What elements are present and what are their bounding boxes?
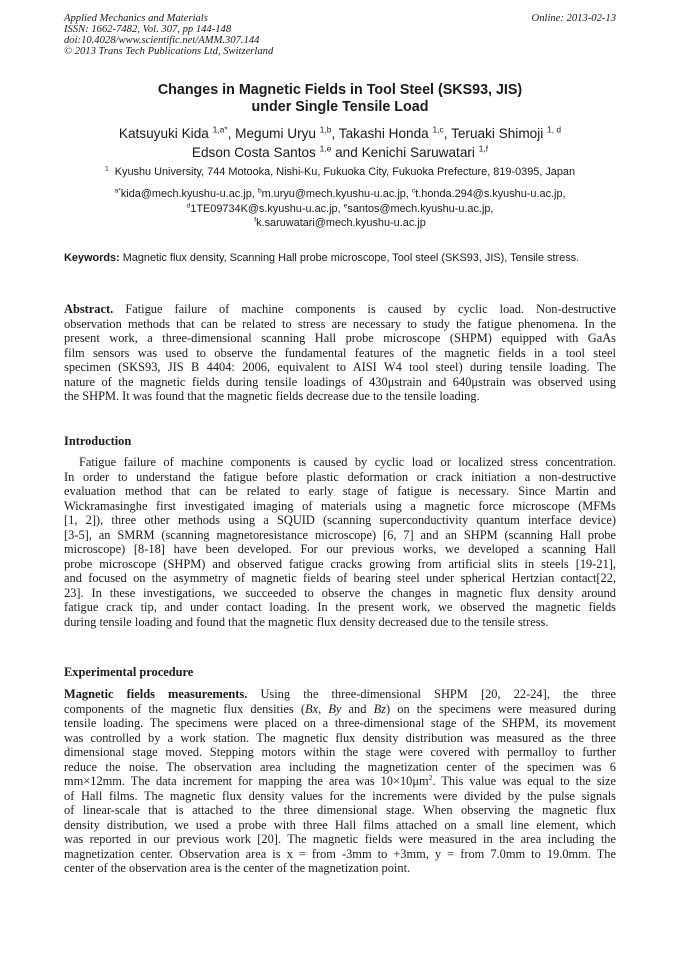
exp-line: of Hall films. The magnetic flux density values for the increments were divided by the pulse signals bbox=[64, 788, 616, 803]
author-affil-marker: 1,f bbox=[478, 143, 489, 154]
author-line-2 bbox=[64, 143, 616, 162]
author-name: Edson Costa Santos bbox=[191, 145, 316, 160]
exp-text: and bbox=[341, 701, 374, 716]
intro-line: fatigue crack tip, and under contact loading. In the present work, we observed the magnetic fields bbox=[64, 600, 616, 614]
journal-issn: ISSN: 1662-7482, Vol. 307, pp 144-148 bbox=[64, 24, 232, 35]
copyright: © 2013 Trans Tech Publications Ltd, Switzerland bbox=[64, 46, 274, 57]
email-line-3 bbox=[64, 216, 616, 231]
exp-line: magnetization center. Observation area is x = from -3mm to +3mm, y = from 7.0mm to 19.0mm. The bbox=[64, 846, 616, 861]
superscript: 2 bbox=[428, 772, 433, 782]
exp-line: tensile loading. The specimens were placed on a three-dimensional stage of the SHPM, its movement bbox=[64, 716, 616, 730]
author-list bbox=[64, 124, 616, 162]
exp-line: dimensional stage moved. Stepping motors within the stage were covered with permalloy to further bbox=[64, 745, 616, 759]
exp-line: of linear-scale that is attached to the three dimensional stage. When observing the magnetic flux bbox=[64, 803, 616, 817]
abstract-text: Fatigue failure of machine components is caused by cyclic load. Non-destructive bbox=[125, 302, 616, 316]
introduction-heading: Introduction bbox=[64, 434, 132, 448]
email-marker: c bbox=[411, 187, 416, 195]
journal-header bbox=[64, 13, 616, 57]
abstract-line: the SHPM. It was found that the magnetic fields decrease due to the tensile loading. bbox=[64, 389, 480, 403]
author-affil-marker: 1,e bbox=[319, 143, 332, 154]
exp-line: density distribution, we used a probe with three Hall films attached on a small line element, which bbox=[64, 817, 616, 832]
online-date: Online: 2013-02-13 bbox=[531, 13, 616, 24]
intro-line: probe microscope (SHPM) and observed fatigue cracks growing from artificial slits in steels [19-21], bbox=[64, 556, 616, 571]
symbol-bx: Bx bbox=[305, 701, 319, 716]
exp-line: was reported in our previous work [20]. The magnetic fields were measured in the area including the bbox=[64, 832, 616, 846]
email-line-2 bbox=[64, 202, 616, 217]
author-name: Katsuyuki Kida bbox=[118, 126, 209, 141]
exp-line bbox=[64, 774, 616, 789]
exp-line: was controlled by a work station. The magnetic flux density distribution was measured as the three bbox=[64, 730, 616, 745]
abstract-line: film sensors was used to observe the fundamental features of the magnetic fields in a tool steel bbox=[64, 345, 616, 360]
email-link[interactable]: t.honda.294@s.kyushu-u.ac.jp, bbox=[415, 188, 566, 200]
email-marker: e bbox=[343, 201, 348, 209]
exp-text: ) on the specimens were measured during bbox=[385, 701, 616, 716]
abstract-line: nature of the magnetic fields during tensile loadings of 430μstrain and 640μstrain was observed using bbox=[64, 374, 616, 389]
email-link[interactable]: kida@mech.kyushu-u.ac.jp, bbox=[120, 188, 255, 200]
email-marker: a* bbox=[114, 187, 121, 195]
exp-text: Using the three-dimensional SHPM [20, 22-24], the three bbox=[260, 687, 616, 701]
intro-line: Wickramasinghe first investigated imaging of materials using a magnetic force microscope (MFMs bbox=[64, 498, 616, 513]
abstract-line: present work, a three-dimensional scanning Hall probe microscope (SHPM) equipped with GaAs bbox=[64, 331, 616, 345]
title-line-1: Changes in Magnetic Fields in Tool Steel (SKS93, JIS) bbox=[157, 82, 523, 98]
keywords bbox=[64, 251, 616, 266]
email-list bbox=[64, 187, 616, 231]
exp-line: reduce the noise. The observation area including the magnetization center of the specimen was 6 bbox=[64, 759, 616, 774]
author-affil-marker: 1,b bbox=[319, 124, 332, 135]
intro-line: evaluation method that can be related to early stage of fatigue is necessary. Since Martin and bbox=[64, 484, 616, 498]
intro-line: during tensile loading and found that the magnetic flux density decreased due to the tensile stress. bbox=[64, 614, 549, 629]
experimental-body bbox=[64, 687, 616, 876]
email-link[interactable]: santos@mech.kyushu-u.ac.jp, bbox=[347, 202, 494, 215]
abstract-line bbox=[64, 302, 616, 317]
author-name: Takashi Honda bbox=[338, 126, 429, 141]
exp-text: mm×12mm. The data increment for mapping the area was 10×10μm bbox=[64, 774, 429, 788]
email-link[interactable]: k.saruwatari@mech.kyushu-u.ac.jp bbox=[256, 217, 426, 230]
keywords-text: Magnetic flux density, Scanning Hall probe microscope, Tool steel (SKS93, JIS), Tensile stress. bbox=[122, 252, 580, 264]
intro-line: 23]. In these investigations, we succeeded to observe the changes in magnetic flux density around bbox=[64, 585, 616, 600]
symbol-bz: Bz bbox=[373, 701, 386, 716]
intro-line: microscope) [8-18] have been developed. For our previous works, we developed a scanning Hall bbox=[64, 542, 616, 556]
author-affil-marker: 1,a* bbox=[212, 124, 228, 135]
intro-line: [1, 2]), three other methods using a SQUID (scanning superconductivity quantum interface device) bbox=[64, 513, 616, 527]
abstract-line: observation methods that can be related to stress are necessary to study the fatigue phenomena. In the bbox=[64, 316, 616, 331]
journal-name: Applied Mechanics and Materials bbox=[64, 13, 208, 24]
intro-line: [3-5], an SMRM (scanning magnetoresistance microscope) [6, 7] and an SHPM (scanning Hall probe bbox=[64, 527, 616, 542]
email-link[interactable]: m.uryu@mech.kyushu-u.ac.jp, bbox=[261, 188, 409, 200]
doi-link[interactable]: doi:10.4028/www.scientific.net/AMM.307.144 bbox=[64, 35, 260, 46]
exp-text: . This value was equal to the size bbox=[432, 774, 616, 788]
author-name: Kenichi Saruwatari bbox=[361, 145, 475, 160]
affiliation bbox=[64, 166, 616, 179]
paper-title bbox=[64, 82, 616, 116]
experimental-heading: Experimental procedure bbox=[64, 665, 194, 679]
author-affil-marker: 1,c bbox=[432, 124, 444, 135]
exp-text: components of the magnetic flux densities ( bbox=[64, 701, 306, 716]
keywords-label: Keywords: bbox=[64, 252, 120, 264]
email-marker: d bbox=[186, 201, 191, 209]
author-line-1: Katsuyuki Kida $^{1,a*}$, Megumi Uryu $^{1,b}$, Takashi Honda $^{1,c}$, Teruaki Shimoji $^{1, d}$ bbox=[118, 124, 562, 141]
subheading: Magnetic fields measurements. bbox=[64, 687, 248, 701]
email-link[interactable]: 1TE09734K@s.kyushu-u.ac.jp, bbox=[190, 202, 341, 215]
affiliation-marker: 1 bbox=[104, 165, 109, 173]
intro-line: Fatigue failure of machine components is caused by cyclic load or localized stress concentration. bbox=[79, 455, 616, 469]
abstract-label: Abstract. bbox=[64, 302, 114, 316]
symbol-by: By bbox=[328, 701, 342, 716]
author-name: Teruaki Shimoji bbox=[451, 126, 544, 141]
affiliation-text: Kyushu University, 744 Motooka, Nishi-Ku, Fukuoka City, Fukuoka Prefecture, 819-0395, Japan bbox=[114, 166, 576, 178]
exp-text: , bbox=[318, 701, 329, 716]
exp-line bbox=[64, 702, 616, 717]
author-name: Megumi Uryu bbox=[235, 126, 316, 141]
email-marker: f bbox=[254, 216, 257, 224]
title-line-2: under Single Tensile Load bbox=[251, 99, 429, 115]
introduction-body bbox=[64, 455, 616, 629]
exp-line: center of the observation area is the center of the magnetization point. bbox=[64, 861, 411, 875]
abstract-line: specimen (SKS93, JIS B 4404: 2006, equivalent to AISI W4 tool steel) during tensile loading. The bbox=[64, 360, 616, 374]
intro-line: and focused on the asymmetry of magnetic fields of bearing steel under spherical Hertzian contact[22, bbox=[64, 571, 616, 585]
author-affil-marker: 1, d bbox=[547, 124, 562, 135]
email-marker: b bbox=[257, 187, 262, 195]
intro-line: In order to understand the fatigue before plastic deformation or crack initiation a non-destructive bbox=[64, 469, 616, 484]
abstract bbox=[64, 302, 616, 404]
and-word: and bbox=[335, 145, 358, 160]
exp-line bbox=[64, 687, 616, 702]
email-line-1 bbox=[64, 187, 616, 202]
